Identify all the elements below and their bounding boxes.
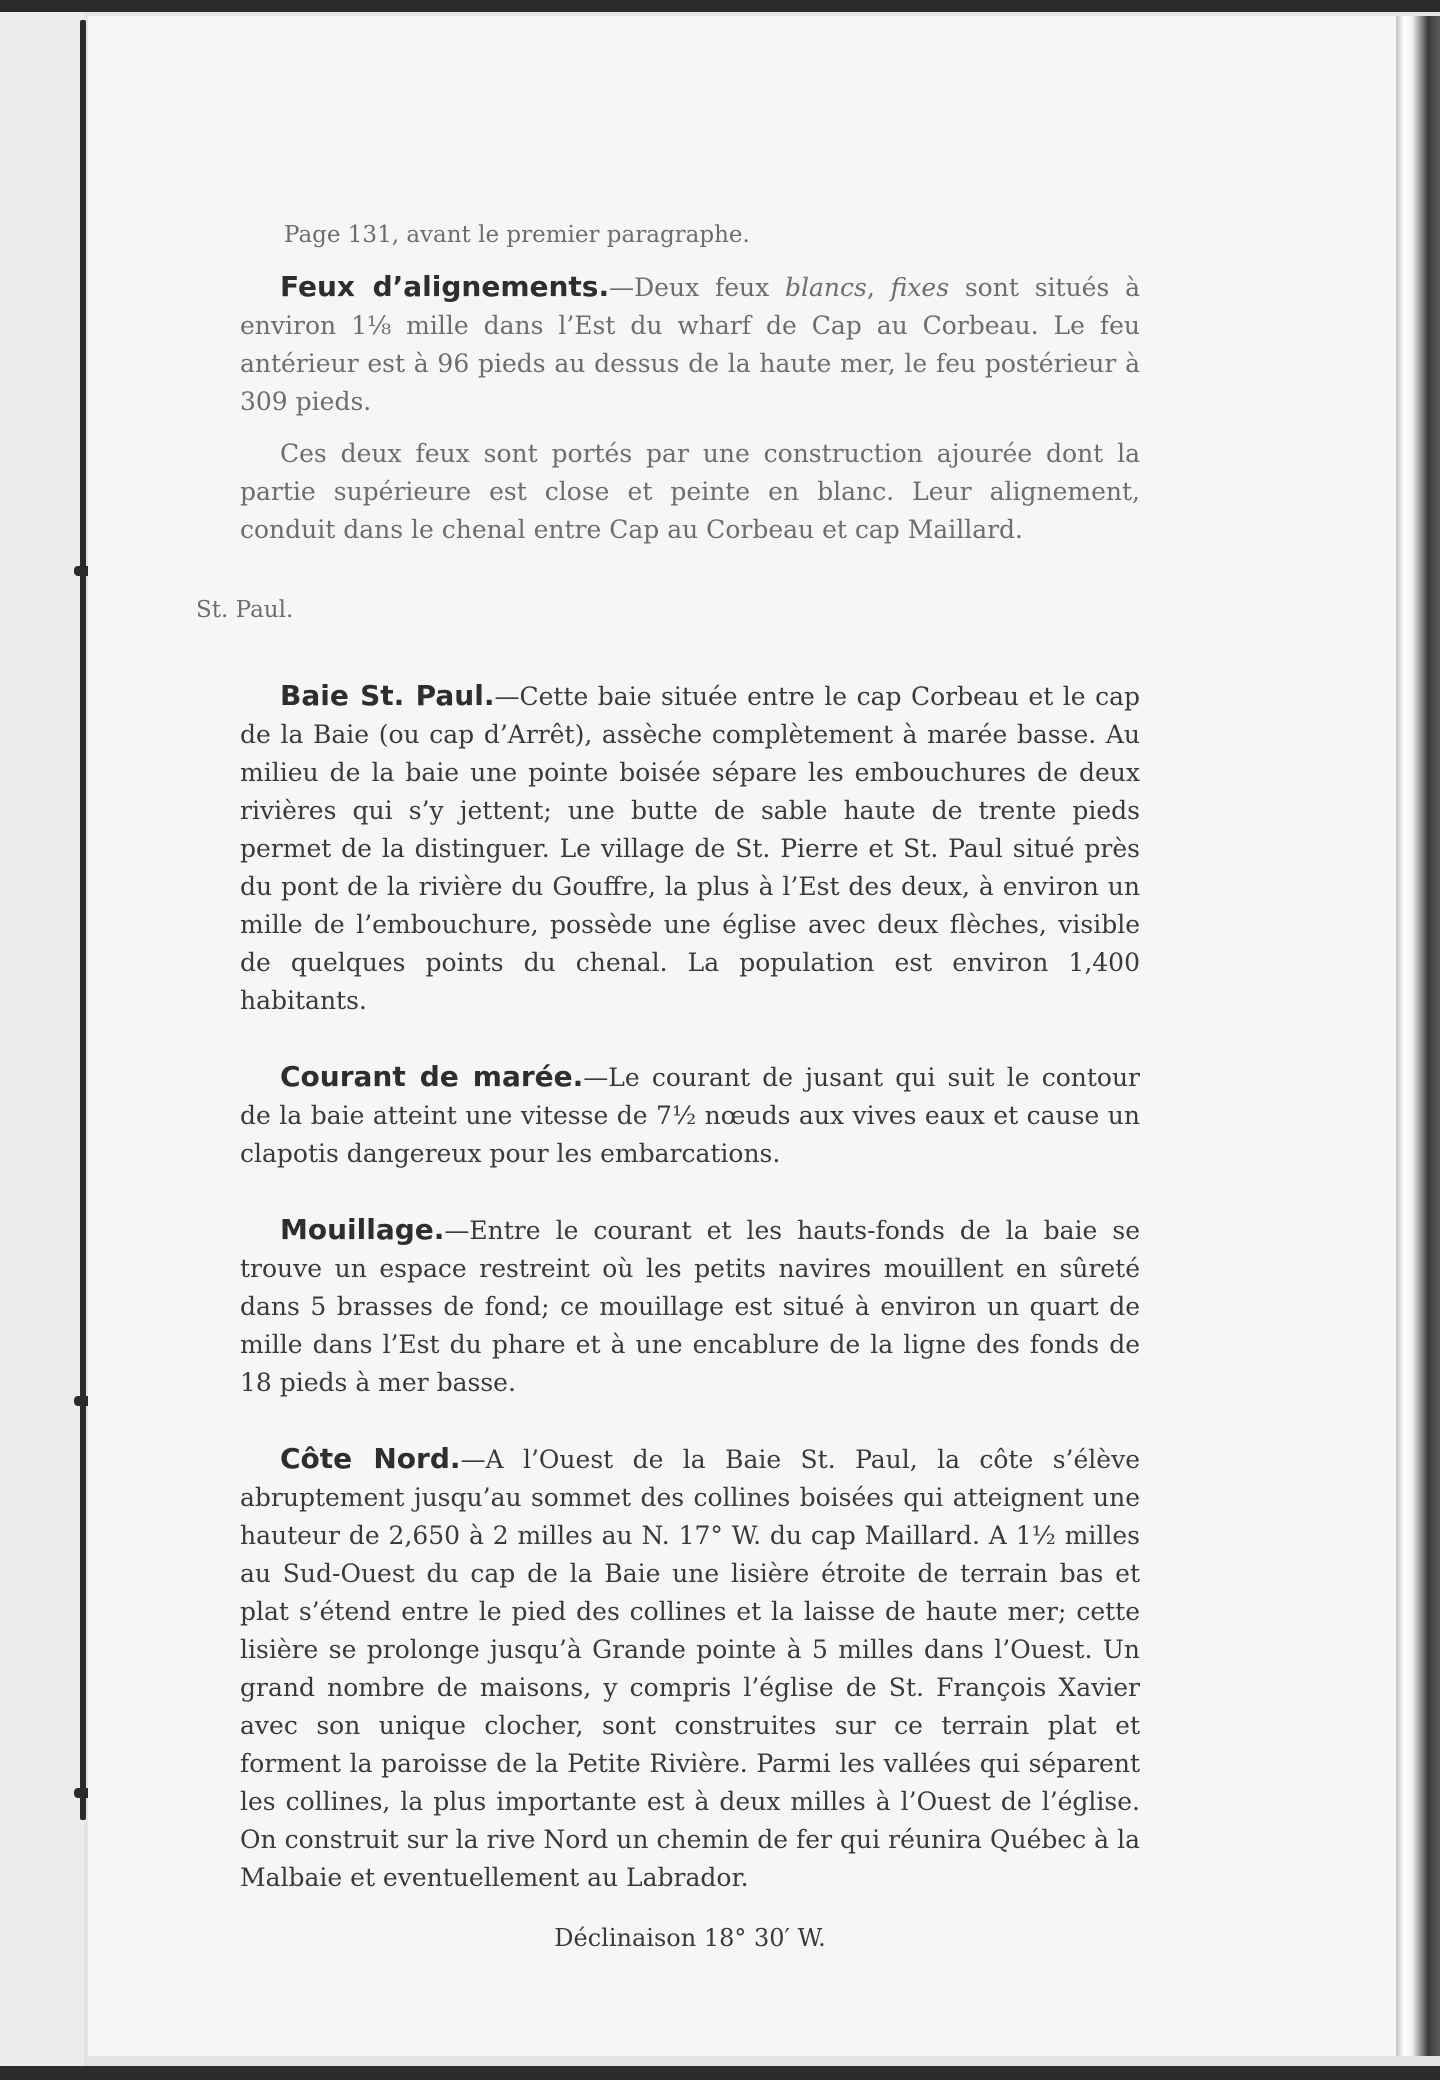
paragraph-cote: Côte Nord.—A l’Ouest de la Baie St. Paul, la côte s’élève abruptement jusqu’au sommet des collines boisées qui atteignent une hauteur de 2,650 à 2 milles au N. 17° W. du cap Maillard. A 1½ milles au Sud-Ouest du cap de la Baie une lisière étroite de terrain bas et plat s’étend entre le pied des collines et la laisse de haute mer; cette lisière se prolonge jusqu’à Grande pointe à 5 milles dans l’Ouest. Un grand nombre de maisons, y compris l’église de St. François Xavier avec son unique clocher, sont construites sur ce terrain plat et forment la paroisse de la Petite Rivière. Parmi les vallées qui séparent les collines, la plus importante est à deux milles à l’Ouest de l’église. On construit sur la rive Nord un chemin de fer qui réunira Québec à la Malbaie et eventuellement au Labrador. [240, 1442, 1140, 1892]
heading-baie: Baie St. Paul. [280, 679, 495, 712]
paragraph-mouillage: Mouillage.—Entre le courant et les hauts-fonds de la baie se trouve un espace restreint où les petits navires mouillent en sûreté dans 5 brasses de fond; ce mouillage est situé à environ un quart de mille dans l’Est du phare et à une encablure de la ligne des fonds de 18 pieds à mer basse. [240, 1213, 1140, 1397]
scan-bottom-edge [0, 2066, 1440, 2080]
heading-courant: Courant de marée. [280, 1060, 584, 1093]
document-page [88, 16, 1396, 2056]
right-page-edge [1398, 16, 1440, 2056]
binding-spine [80, 20, 86, 1820]
scan-top-edge [0, 0, 1440, 12]
paragraph-courant: Courant de marée.—Le courant de jusant qui suit le contour de la baie atteint une vitesse de 7½ nœuds aux vives eaux et cause un clapotis dangereux pour les embarcations. [240, 1060, 1140, 1168]
paragraph-feux-2: Ces deux feux sont portés par une construction ajourée dont la partie supérieure est close et peinte en blanc. Leur alignement, conduit dans le chenal entre Cap au Corbeau et cap Maillard. [240, 439, 1140, 544]
paragraph-feux: Feux d’alignements.—Deux feux blancs, fixes sont situés à environ 1⅛ mille dans l’Est du wharf de Cap au Corbeau. Le feu antérieur est à 96 pieds au dessus de la haute mer, le feu postérieur à 309 pieds. [240, 270, 1141, 416]
page-note: Page 131, avant le premier paragraphe. [284, 222, 750, 248]
heading-cote: Côte Nord. [280, 1442, 461, 1475]
heading-feux: Feux d’alignements. [280, 270, 610, 303]
page-text-block [196, 216, 1141, 1957]
paragraph-baie: Baie St. Paul.—Cette baie située entre le cap Corbeau et le cap de la Baie (ou cap d’Arrêt), assèche complètement à marée basse. Au milieu de la baie une pointe boisée sépare les embouchures de deux rivières qui s’y jettent; une butte de sable haute de trente pieds permet de la distinguer. Le village de St. Pierre et St. Paul situé près du pont de la rivière du Gouffre, la plus à l’Est des deux, à environ un mille de l’embouchure, possède une église avec deux flèches, visible de quelques points du chenal. La population est environ 1,400 habitants. [240, 679, 1140, 1015]
heading-mouillage: Mouillage. [280, 1213, 445, 1246]
left-page-edge [0, 12, 84, 2066]
declinaison-note: Déclinaison 18° 30′ W. [554, 1924, 826, 1952]
place-heading: St. Paul. [196, 597, 294, 623]
